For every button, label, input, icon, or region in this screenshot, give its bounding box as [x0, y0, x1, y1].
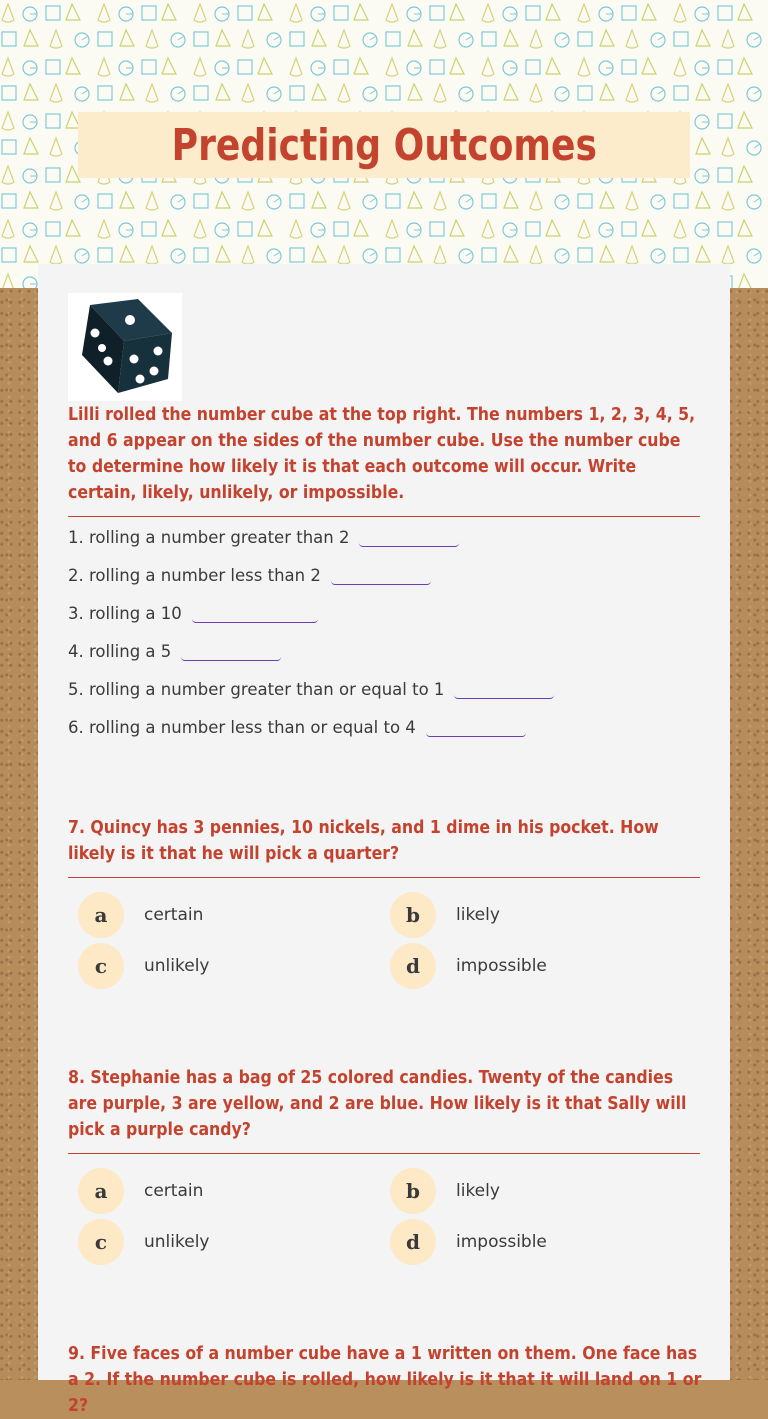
question-item — [68, 528, 459, 547]
option-label: impossible — [456, 1232, 547, 1252]
option-label: unlikely — [144, 956, 210, 976]
option-a[interactable] — [78, 892, 203, 938]
header-pattern — [0, 0, 768, 288]
option-letter-badge: c — [78, 1219, 124, 1265]
option-a[interactable] — [78, 1168, 203, 1214]
question-text: 4. rolling a 5 — [68, 642, 172, 661]
divider — [68, 1153, 700, 1154]
option-label: impossible — [456, 956, 547, 976]
answer-blank[interactable] — [454, 680, 554, 699]
intro-text: Lilli rolled the number cube at the top right. The numbers 1, 2, 3, 4, 5, and 6 appear on the sides of the number cube. Use the number cube to determine how likely it is that each outcome will occur. Write certain, likely, unlikely, or impossible. — [68, 405, 696, 503]
dice-image — [68, 293, 182, 401]
question-9-text: 9. Five faces of a number cube have a 1 written on them. One face has a 2. If the number cube is rolled, how likely is it that it will land on 1 or 2? — [68, 1344, 702, 1416]
option-letter-badge: c — [78, 943, 124, 989]
option-label: certain — [144, 1181, 204, 1201]
question-item — [68, 566, 431, 585]
page-title: Predicting Outcomes — [171, 119, 597, 171]
question-8-text: 8. Stephanie has a bag of 25 colored candies. Twenty of the candies are purple, 3 are yellow, and 2 are blue. How likely is it that Sally will pick a purple candy? — [68, 1068, 687, 1140]
option-label: likely — [456, 905, 500, 925]
question-text: 1. rolling a number greater than 2 — [68, 528, 350, 547]
question-text: 5. rolling a number greater than or equal to 1 — [68, 680, 445, 699]
question-text: 2. rolling a number less than 2 — [68, 566, 321, 585]
question-item — [68, 680, 554, 699]
option-letter-badge: b — [390, 1168, 436, 1214]
answer-blank[interactable] — [331, 566, 431, 585]
option-letter-badge: a — [78, 892, 124, 938]
divider — [68, 877, 700, 878]
option-letter-badge: b — [390, 892, 436, 938]
answer-blank[interactable] — [181, 642, 281, 661]
question-text: 3. rolling a 10 — [68, 604, 182, 623]
option-c[interactable] — [78, 943, 209, 989]
option-label: certain — [144, 905, 204, 925]
title-band — [78, 112, 690, 178]
option-letter-badge: a — [78, 1168, 124, 1214]
answer-blank[interactable] — [359, 528, 459, 547]
option-d[interactable] — [390, 1219, 547, 1265]
worksheet-card — [38, 264, 730, 1416]
question-text: 6. rolling a number less than or equal to 4 — [68, 718, 416, 737]
question-7-text: 7. Quincy has 3 pennies, 10 nickels, and 1 dime in his pocket. How likely is it that he will pick a quarter? — [68, 818, 659, 864]
question-item — [68, 604, 318, 623]
option-label: likely — [456, 1181, 500, 1201]
question-item — [68, 718, 526, 737]
option-b[interactable] — [390, 1168, 500, 1214]
option-letter-badge: d — [390, 943, 436, 989]
option-d[interactable] — [390, 943, 547, 989]
divider — [68, 516, 700, 517]
option-letter-badge: d — [390, 1219, 436, 1265]
answer-blank[interactable] — [192, 604, 318, 623]
question-item — [68, 642, 281, 661]
answer-blank[interactable] — [426, 718, 526, 737]
option-b[interactable] — [390, 892, 500, 938]
option-label: unlikely — [144, 1232, 210, 1252]
option-c[interactable] — [78, 1219, 209, 1265]
